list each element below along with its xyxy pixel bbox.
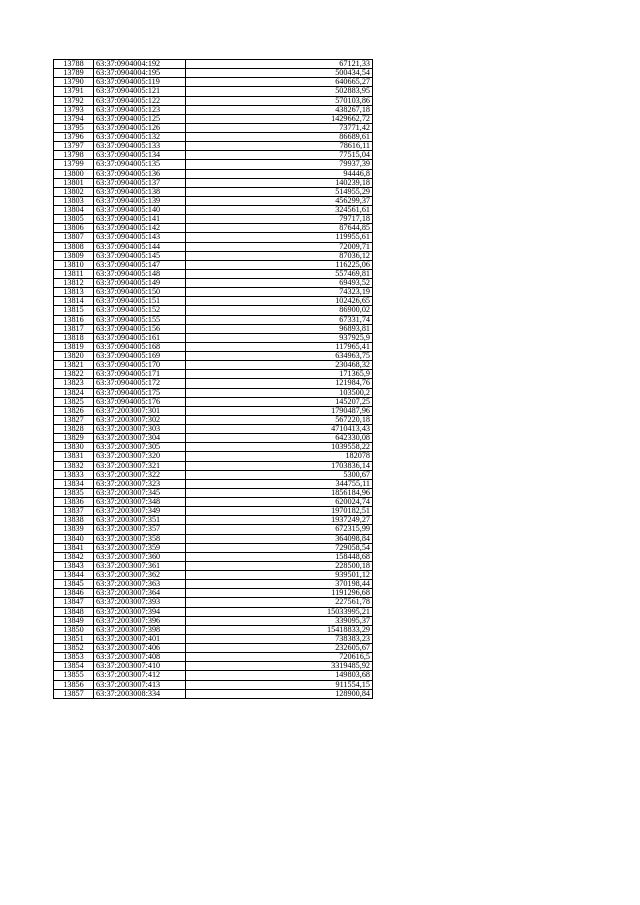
row-number-cell: 13842	[54, 552, 94, 561]
cadastral-value-cell: 911554,15	[186, 680, 373, 689]
table-row	[54, 196, 373, 205]
table-row	[54, 169, 373, 178]
cadastral-value-cell: 77515,04	[186, 151, 373, 160]
cadastral-number-cell: 63:37:2003007:406	[94, 644, 186, 653]
table-row	[54, 406, 373, 415]
cadastral-number-cell: 63:37:2003007:322	[94, 470, 186, 479]
cadastral-value-cell: 96893,81	[186, 324, 373, 333]
cadastral-number-cell: 63:37:2003007:358	[94, 534, 186, 543]
cadastral-number-cell: 63:37:2003007:304	[94, 434, 186, 443]
cadastral-number-cell: 63:37:2003007:301	[94, 406, 186, 415]
table-row	[54, 516, 373, 525]
row-number-cell: 13805	[54, 215, 94, 224]
cadastral-value-cell: 939501,12	[186, 571, 373, 580]
cadastral-number-cell: 63:37:0904005:123	[94, 105, 186, 114]
cadastral-number-cell: 63:37:0904005:134	[94, 151, 186, 160]
cadastral-value-cell: 720616,5	[186, 653, 373, 662]
cadastral-value-cell: 502883,95	[186, 87, 373, 96]
row-number-cell: 13829	[54, 434, 94, 443]
row-number-cell: 13839	[54, 525, 94, 534]
row-number-cell: 13823	[54, 379, 94, 388]
table-row	[54, 297, 373, 306]
cadastral-number-cell: 63:37:2003007:364	[94, 589, 186, 598]
cadastral-value-cell: 15033995,21	[186, 607, 373, 616]
cadastral-value-cell: 140239,18	[186, 178, 373, 187]
cadastral-number-cell: 63:37:0904005:168	[94, 342, 186, 351]
cadastral-number-cell: 63:37:2003007:413	[94, 680, 186, 689]
cadastral-value-cell: 87644,85	[186, 224, 373, 233]
row-number-cell: 13807	[54, 233, 94, 242]
cadastral-number-cell: 63:37:0904005:133	[94, 142, 186, 151]
cadastral-number-cell: 63:37:2003007:362	[94, 571, 186, 580]
cadastral-number-cell: 63:37:2003007:349	[94, 507, 186, 516]
row-number-cell: 13802	[54, 187, 94, 196]
table-row	[54, 397, 373, 406]
cadastral-number-cell: 63:37:0904005:150	[94, 288, 186, 297]
cadastral-number-cell: 63:37:2003008:334	[94, 689, 186, 698]
cadastral-number-cell: 63:37:0904005:121	[94, 87, 186, 96]
cadastral-value-cell: 69493,52	[186, 279, 373, 288]
cadastral-number-cell: 63:37:0904005:137	[94, 178, 186, 187]
cadastral-value-cell: 128900,84	[186, 689, 373, 698]
cadastral-number-cell: 63:37:2003007:412	[94, 671, 186, 680]
table-row	[54, 425, 373, 434]
row-number-cell: 13792	[54, 96, 94, 105]
cadastral-number-cell: 63:37:0904005:135	[94, 160, 186, 169]
cadastral-value-cell: 5300,67	[186, 470, 373, 479]
table-row	[54, 379, 373, 388]
cadastral-value-cell: 456299,37	[186, 196, 373, 205]
table-row	[54, 87, 373, 96]
table-row	[54, 224, 373, 233]
row-number-cell: 13841	[54, 543, 94, 552]
cadastral-number-cell: 63:37:0904005:138	[94, 187, 186, 196]
cadastral-number-cell: 63:37:2003007:357	[94, 525, 186, 534]
row-number-cell: 13844	[54, 571, 94, 580]
cadastral-number-cell: 63:37:0904005:141	[94, 215, 186, 224]
row-number-cell: 13822	[54, 370, 94, 379]
table-row	[54, 653, 373, 662]
cadastral-value-cell: 79937,39	[186, 160, 373, 169]
table-row	[54, 452, 373, 461]
table-row	[54, 105, 373, 114]
table-row	[54, 324, 373, 333]
table-row	[54, 96, 373, 105]
cadastral-value-cell: 1039558,22	[186, 443, 373, 452]
cadastral-value-cell: 738383,23	[186, 634, 373, 643]
table-row	[54, 133, 373, 142]
cadastral-value-cell: 3319485,92	[186, 662, 373, 671]
table-row	[54, 306, 373, 315]
cadastral-number-cell: 63:37:2003007:410	[94, 662, 186, 671]
cadastral-value-cell: 73771,42	[186, 123, 373, 132]
cadastral-number-cell: 63:37:0904005:142	[94, 224, 186, 233]
table-row	[54, 60, 373, 69]
cadastral-number-cell: 63:37:0904005:125	[94, 114, 186, 123]
table-row	[54, 361, 373, 370]
cadastral-value-cell: 158448,68	[186, 552, 373, 561]
cadastral-number-cell: 63:37:2003007:321	[94, 461, 186, 470]
cadastral-value-cell: 339095,37	[186, 616, 373, 625]
table-row	[54, 269, 373, 278]
cadastral-value-cell: 145207,25	[186, 397, 373, 406]
cadastral-value-cell: 672315,99	[186, 525, 373, 534]
table-row	[54, 69, 373, 78]
cadastral-number-cell: 63:37:2003007:396	[94, 616, 186, 625]
cadastral-value-cell: 729058,54	[186, 543, 373, 552]
row-number-cell: 13820	[54, 352, 94, 361]
table-row	[54, 233, 373, 242]
cadastral-value-cell: 103500,2	[186, 388, 373, 397]
cadastral-value-cell: 1937249,27	[186, 516, 373, 525]
cadastral-number-cell: 63:37:2003007:361	[94, 561, 186, 570]
row-number-cell: 13826	[54, 406, 94, 415]
row-number-cell: 13819	[54, 342, 94, 351]
row-number-cell: 13832	[54, 461, 94, 470]
cadastral-number-cell: 63:37:2003007:320	[94, 452, 186, 461]
table-row	[54, 315, 373, 324]
cadastral-number-cell: 63:37:2003007:359	[94, 543, 186, 552]
table-row	[54, 479, 373, 488]
row-number-cell: 13833	[54, 470, 94, 479]
row-number-cell: 13789	[54, 69, 94, 78]
row-number-cell: 13809	[54, 251, 94, 260]
table-row	[54, 488, 373, 497]
table-row	[54, 415, 373, 424]
cadastral-number-cell: 63:37:0904005:132	[94, 133, 186, 142]
table-row	[54, 644, 373, 653]
table-row	[54, 215, 373, 224]
cadastral-value-cell: 182078	[186, 452, 373, 461]
cadastral-number-cell: 63:37:0904005:139	[94, 196, 186, 205]
cadastral-value-cell: 74323,19	[186, 288, 373, 297]
cadastral-value-cell: 1790487,96	[186, 406, 373, 415]
table-row	[54, 689, 373, 698]
cadastral-number-cell: 63:37:0904005:152	[94, 306, 186, 315]
cadastral-value-cell: 119955,61	[186, 233, 373, 242]
cadastral-value-cell: 4710413,43	[186, 425, 373, 434]
table-row	[54, 370, 373, 379]
cadastral-number-cell: 63:37:2003007:394	[94, 607, 186, 616]
cadastral-number-cell: 63:37:2003007:345	[94, 488, 186, 497]
cadastral-value-cell: 1703836,14	[186, 461, 373, 470]
cadastral-value-cell: 324561,61	[186, 206, 373, 215]
row-number-cell: 13852	[54, 644, 94, 653]
cadastral-value-cell: 620024,74	[186, 498, 373, 507]
cadastral-value-cell: 149803,68	[186, 671, 373, 680]
cadastral-number-cell: 63:37:0904005:171	[94, 370, 186, 379]
cadastral-value-cell: 228500,18	[186, 561, 373, 570]
cadastral-value-cell: 1429662,72	[186, 114, 373, 123]
table-row	[54, 552, 373, 561]
row-number-cell: 13798	[54, 151, 94, 160]
cadastral-value-cell: 67121,33	[186, 60, 373, 69]
table-row	[54, 242, 373, 251]
table-row	[54, 607, 373, 616]
table-row	[54, 251, 373, 260]
table-row	[54, 151, 373, 160]
row-number-cell: 13830	[54, 443, 94, 452]
cadastral-number-cell: 63:37:2003007:303	[94, 425, 186, 434]
row-number-cell: 13855	[54, 671, 94, 680]
row-number-cell: 13843	[54, 561, 94, 570]
row-number-cell: 13804	[54, 206, 94, 215]
table-row	[54, 142, 373, 151]
row-number-cell: 13800	[54, 169, 94, 178]
table-row	[54, 589, 373, 598]
table-row	[54, 342, 373, 351]
cadastral-value-cell: 94446,8	[186, 169, 373, 178]
row-number-cell: 13815	[54, 306, 94, 315]
cadastral-number-cell: 63:37:0904005:136	[94, 169, 186, 178]
cadastral-number-cell: 63:37:2003007:360	[94, 552, 186, 561]
table-row	[54, 662, 373, 671]
row-number-cell: 13813	[54, 288, 94, 297]
cadastral-value-cell: 78616,11	[186, 142, 373, 151]
row-number-cell: 13791	[54, 87, 94, 96]
cadastral-number-cell: 63:37:2003007:302	[94, 415, 186, 424]
cadastral-number-cell: 63:37:0904005:175	[94, 388, 186, 397]
cadastral-number-cell: 63:37:0904004:192	[94, 60, 186, 69]
cadastral-value-cell: 230468,32	[186, 361, 373, 370]
table-row	[54, 470, 373, 479]
cadastral-number-cell: 63:37:2003007:305	[94, 443, 186, 452]
row-number-cell: 13795	[54, 123, 94, 132]
cadastral-value-cell: 1856184,96	[186, 488, 373, 497]
cadastral-number-cell: 63:37:0904005:140	[94, 206, 186, 215]
cadastral-number-cell: 63:37:2003007:363	[94, 580, 186, 589]
cadastral-number-cell: 63:37:0904005:170	[94, 361, 186, 370]
table-row	[54, 114, 373, 123]
row-number-cell: 13793	[54, 105, 94, 114]
row-number-cell: 13812	[54, 279, 94, 288]
cadastral-number-cell: 63:37:2003007:323	[94, 479, 186, 488]
table-row	[54, 616, 373, 625]
row-number-cell: 13840	[54, 534, 94, 543]
cadastral-number-cell: 63:37:2003007:393	[94, 598, 186, 607]
table-row	[54, 571, 373, 580]
row-number-cell: 13790	[54, 78, 94, 87]
table-row	[54, 580, 373, 589]
cadastral-value-cell: 227561,78	[186, 598, 373, 607]
cadastral-value-cell: 67331,74	[186, 315, 373, 324]
cadastral-value-cell: 640665,27	[186, 78, 373, 87]
row-number-cell: 13854	[54, 662, 94, 671]
cadastral-value-cell: 171365,9	[186, 370, 373, 379]
row-number-cell: 13810	[54, 260, 94, 269]
cadastral-number-cell: 63:37:0904005:169	[94, 352, 186, 361]
cadastral-number-cell: 63:37:0904005:144	[94, 242, 186, 251]
row-number-cell: 13824	[54, 388, 94, 397]
cadastral-value-cell: 86689,61	[186, 133, 373, 142]
cadastral-number-cell: 63:37:0904005:119	[94, 78, 186, 87]
row-number-cell: 13801	[54, 178, 94, 187]
table-row	[54, 598, 373, 607]
table-row	[54, 443, 373, 452]
table-row	[54, 634, 373, 643]
cadastral-number-cell: 63:37:0904005:148	[94, 269, 186, 278]
row-number-cell: 13838	[54, 516, 94, 525]
row-number-cell: 13821	[54, 361, 94, 370]
cadastral-value-cell: 557469,81	[186, 269, 373, 278]
table-row	[54, 388, 373, 397]
cadastral-value-cell: 438267,18	[186, 105, 373, 114]
table-row	[54, 123, 373, 132]
row-number-cell: 13806	[54, 224, 94, 233]
table-row	[54, 160, 373, 169]
table-row	[54, 534, 373, 543]
cadastral-value-cell: 232605,67	[186, 644, 373, 653]
cadastral-number-cell: 63:37:0904005:172	[94, 379, 186, 388]
row-number-cell: 13788	[54, 60, 94, 69]
row-number-cell: 13825	[54, 397, 94, 406]
row-number-cell: 13796	[54, 133, 94, 142]
cadastral-value-cell: 634963,75	[186, 352, 373, 361]
cadastral-value-cell: 87036,12	[186, 251, 373, 260]
cadastral-value-cell: 370198,44	[186, 580, 373, 589]
table-row	[54, 279, 373, 288]
row-number-cell: 13816	[54, 315, 94, 324]
cadastral-number-cell: 63:37:2003007:398	[94, 625, 186, 634]
cadastral-number-cell: 63:37:2003007:351	[94, 516, 186, 525]
cadastral-value-cell: 79717,18	[186, 215, 373, 224]
cadastral-number-cell: 63:37:0904005:147	[94, 260, 186, 269]
table-row	[54, 333, 373, 342]
cadastral-number-cell: 63:37:0904005:126	[94, 123, 186, 132]
row-number-cell: 13831	[54, 452, 94, 461]
table-row	[54, 461, 373, 470]
cadastral-value-cell: 72009,71	[186, 242, 373, 251]
row-number-cell: 13857	[54, 689, 94, 698]
row-number-cell: 13851	[54, 634, 94, 643]
row-number-cell: 13835	[54, 488, 94, 497]
row-number-cell: 13837	[54, 507, 94, 516]
row-number-cell: 13794	[54, 114, 94, 123]
cadastral-value-cell: 344755,11	[186, 479, 373, 488]
row-number-cell: 13849	[54, 616, 94, 625]
row-number-cell: 13808	[54, 242, 94, 251]
table-row	[54, 498, 373, 507]
cadastral-value-cell: 567220,18	[186, 415, 373, 424]
table-row	[54, 680, 373, 689]
cadastral-value-cell: 86900,02	[186, 306, 373, 315]
row-number-cell: 13797	[54, 142, 94, 151]
row-number-cell: 13847	[54, 598, 94, 607]
cadastral-value-cell: 116225,06	[186, 260, 373, 269]
cadastral-number-cell: 63:37:2003007:401	[94, 634, 186, 643]
cadastral-number-cell: 63:37:0904005:122	[94, 96, 186, 105]
table-row	[54, 543, 373, 552]
row-number-cell: 13846	[54, 589, 94, 598]
cadastral-value-cell: 937925,9	[186, 333, 373, 342]
table-row	[54, 561, 373, 570]
cadastral-number-cell: 63:37:0904005:151	[94, 297, 186, 306]
row-number-cell: 13850	[54, 625, 94, 634]
row-number-cell: 13834	[54, 479, 94, 488]
cadastral-number-cell: 63:37:0904005:156	[94, 324, 186, 333]
table-row	[54, 78, 373, 87]
cadastral-value-cell: 1970182,51	[186, 507, 373, 516]
row-number-cell: 13818	[54, 333, 94, 342]
cadastral-number-cell: 63:37:0904005:155	[94, 315, 186, 324]
row-number-cell: 13817	[54, 324, 94, 333]
row-number-cell: 13811	[54, 269, 94, 278]
cadastral-value-cell: 514955,29	[186, 187, 373, 196]
cadastral-number-cell: 63:37:2003007:408	[94, 653, 186, 662]
table-row	[54, 178, 373, 187]
row-number-cell: 13856	[54, 680, 94, 689]
row-number-cell: 13836	[54, 498, 94, 507]
row-number-cell: 13814	[54, 297, 94, 306]
table-row	[54, 507, 373, 516]
table-row	[54, 206, 373, 215]
table-row	[54, 625, 373, 634]
row-number-cell: 13848	[54, 607, 94, 616]
table-row	[54, 352, 373, 361]
table-row	[54, 671, 373, 680]
table-row	[54, 525, 373, 534]
table-row	[54, 288, 373, 297]
cadastral-number-cell: 63:37:0904005:145	[94, 251, 186, 260]
cadastral-value-cell: 570103,86	[186, 96, 373, 105]
cadastral-value-cell: 15418833,29	[186, 625, 373, 634]
cadastral-value-cell: 102426,65	[186, 297, 373, 306]
cadastral-value-cell: 121984,76	[186, 379, 373, 388]
cadastral-value-cell: 117965,41	[186, 342, 373, 351]
table-row	[54, 260, 373, 269]
row-number-cell: 13799	[54, 160, 94, 169]
cadastral-value-cell: 500434,54	[186, 69, 373, 78]
row-number-cell: 13828	[54, 425, 94, 434]
cadastral-number-cell: 63:37:2003007:348	[94, 498, 186, 507]
cadastral-number-cell: 63:37:0904005:143	[94, 233, 186, 242]
cadastral-value-cell: 1191296,68	[186, 589, 373, 598]
row-number-cell: 13827	[54, 415, 94, 424]
cadastral-value-cell: 364098,84	[186, 534, 373, 543]
cadastral-number-cell: 63:37:0904005:176	[94, 397, 186, 406]
cadastral-number-cell: 63:37:0904005:149	[94, 279, 186, 288]
row-number-cell: 13853	[54, 653, 94, 662]
table-row	[54, 434, 373, 443]
cadastral-number-cell: 63:37:0904005:161	[94, 333, 186, 342]
row-number-cell: 13845	[54, 580, 94, 589]
cadastral-number-cell: 63:37:0904004:195	[94, 69, 186, 78]
table-row	[54, 187, 373, 196]
cadastral-value-table	[53, 59, 373, 699]
cadastral-value-cell: 642330,08	[186, 434, 373, 443]
table-body	[54, 60, 373, 699]
row-number-cell: 13803	[54, 196, 94, 205]
